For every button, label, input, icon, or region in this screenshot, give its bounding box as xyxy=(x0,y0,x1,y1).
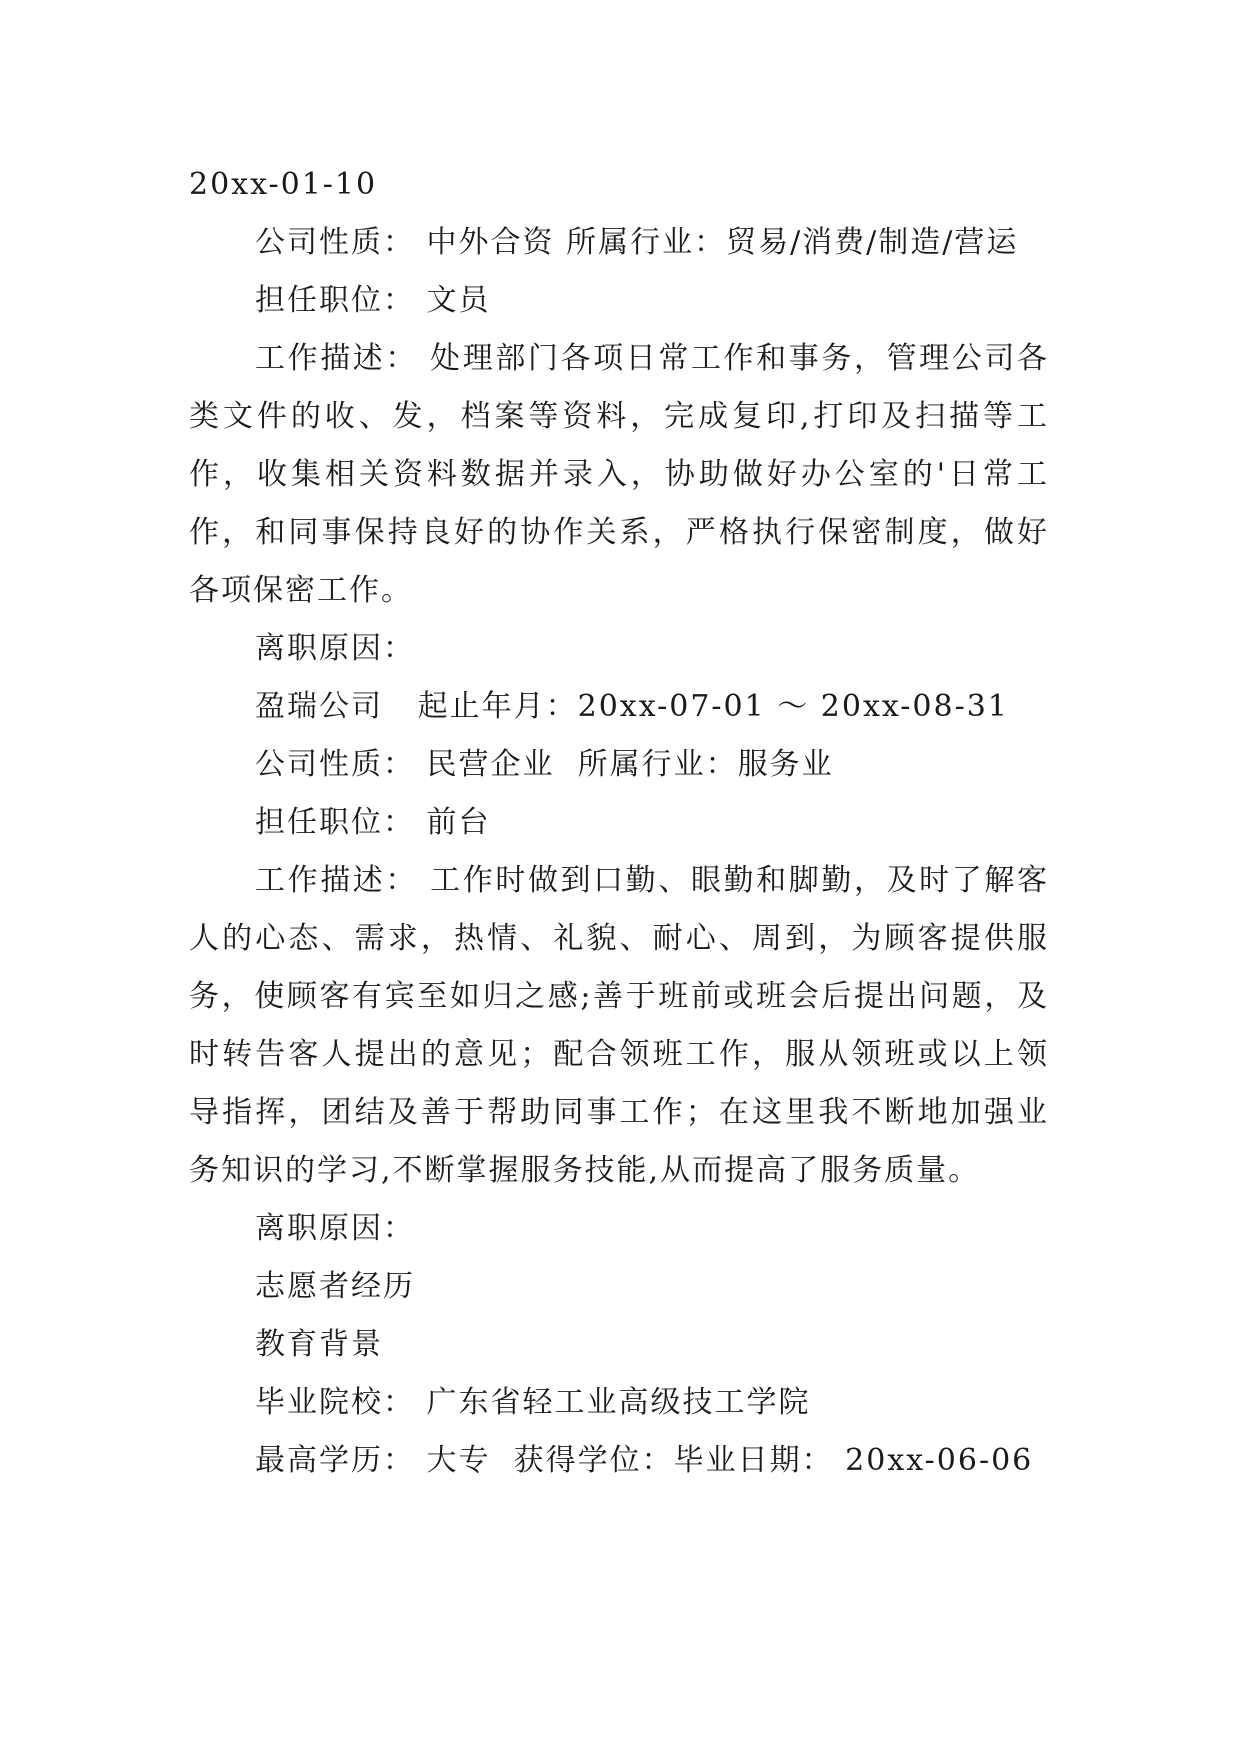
job2-company-period: 盈瑞公司 起止年月：20xx-07-01 ～ 20xx-08-31 xyxy=(255,689,1009,724)
job1-description: 工作描述： 处理部门各项日常工作和事务，管理公司各类文件的收、发，档案等资料，完成复印,打印及扫描等工作，收集相关资料数据并录入，协助做好办公室的'日常工作，和同事保持良好的协作关系，严格执行保密制度，做好各项保密工作。 xyxy=(189,341,1049,608)
job2-position: 担任职位： 前台 xyxy=(255,805,491,840)
volunteer-heading: 志愿者经历 xyxy=(255,1269,415,1304)
job2-nature-industry: 公司性质： 民营企业 所属行业：服务业 xyxy=(255,747,834,782)
degree-line: 最高学历： 大专 获得学位：毕业日期： 20xx-06-06 xyxy=(255,1443,1034,1478)
job1-leave-reason: 离职原因： xyxy=(255,631,415,666)
document-body xyxy=(189,156,1049,1490)
school-line: 毕业院校： 广东省轻工业高级技工学院 xyxy=(255,1385,811,1420)
job2-description: 工作描述： 工作时做到口勤、眼勤和脚勤，及时了解客人的心态、需求，热情、礼貌、耐心、周到，为顾客提供服务，使顾客有宾至如归之感;善于班前或班会后提出问题，及时转告客人提出的意见；配合领班工作，服从领班或以上领导指挥，团结及善于帮助同事工作；在这里我不断地加强业务知识的学习,不断掌握服务技能,从而提高了服务质量。 xyxy=(189,863,1049,1188)
job2-leave-reason: 离职原因： xyxy=(255,1211,415,1246)
date-line: 20xx-01-10 xyxy=(189,167,378,202)
job1-nature-industry: 公司性质： 中外合资 所属行业：贸易/消费/制造/营运 xyxy=(255,225,1019,260)
job1-position: 担任职位： 文员 xyxy=(255,283,491,318)
education-heading: 教育背景 xyxy=(255,1327,383,1362)
